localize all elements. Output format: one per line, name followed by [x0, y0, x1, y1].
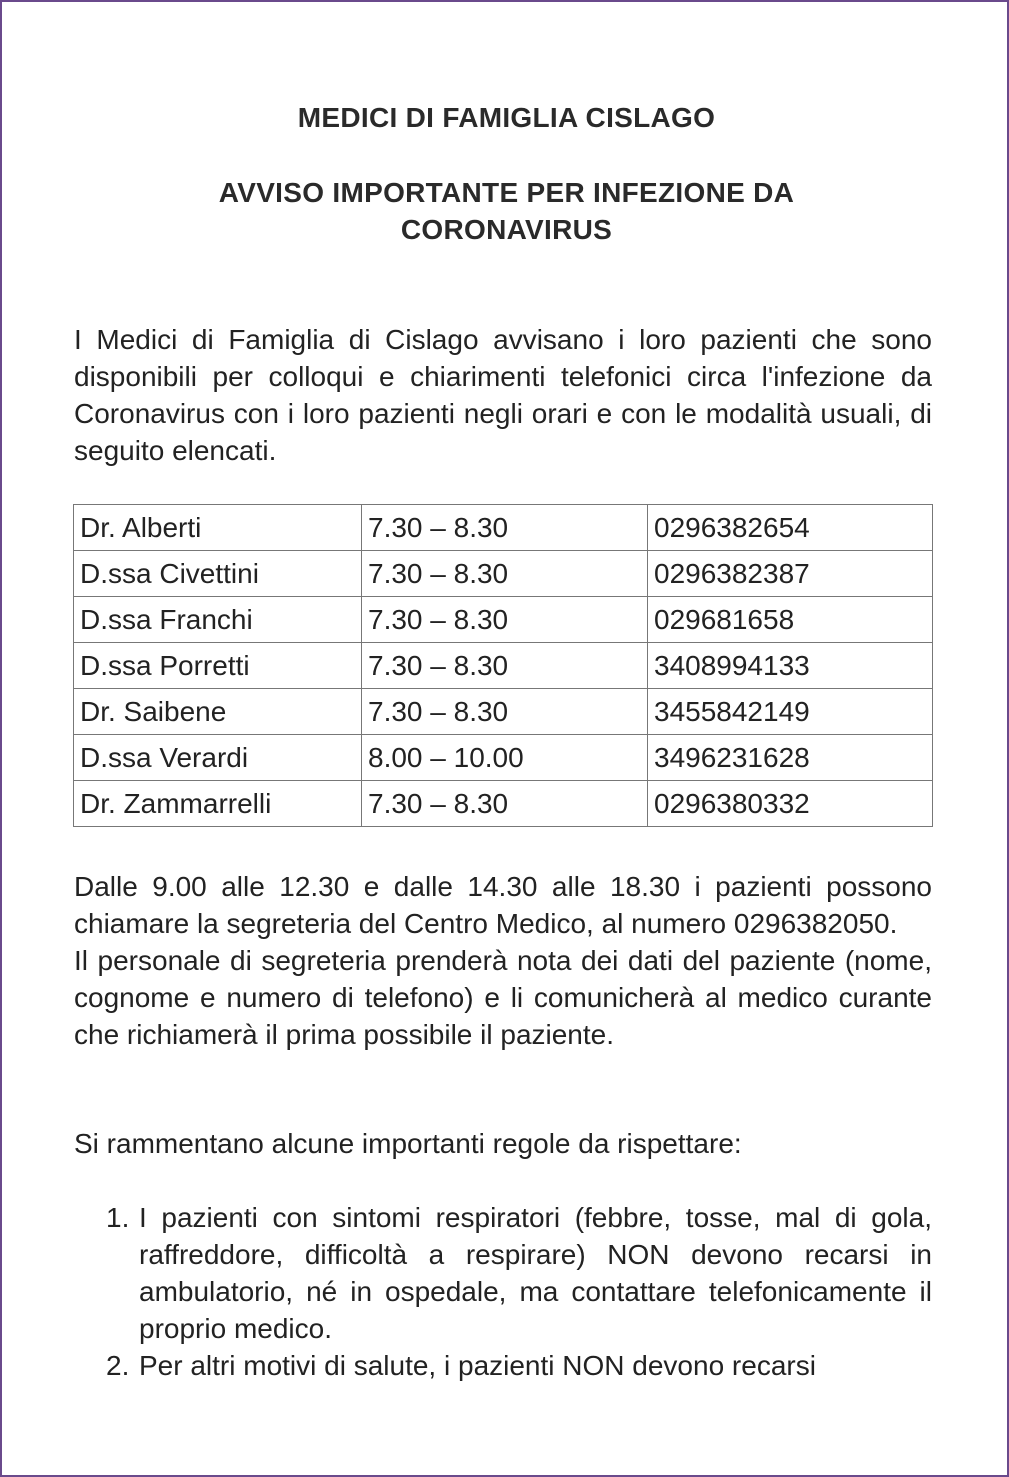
list-item: [106, 1347, 932, 1384]
intro-paragraph: I Medici di Famiglia di Cislago avvisano i loro pazienti che sono disponibili per colloqui e chiarimenti telefonici circa l'infezione da Coronavirus con i loro pazienti negli orari e con le modalità usuali, di seguito elencati.: [74, 324, 932, 466]
doctor-phone: 0296382387: [648, 551, 933, 597]
subtitle-line-1: AVVISO IMPORTANTE PER INFEZIONE DA: [218, 177, 795, 208]
rules-intro: Si rammentano alcune importanti regole da rispettare:: [74, 1128, 742, 1159]
contact-section: [74, 868, 932, 1053]
list-number: 2.: [106, 1350, 130, 1381]
doctor-phone: 3455842149: [648, 689, 933, 735]
doctor-hours: 7.30 – 8.30: [362, 781, 648, 827]
rules-list: [106, 1199, 932, 1384]
doctor-phone: 0296380332: [648, 781, 933, 827]
document-subtitle: [2, 174, 1009, 248]
doctor-hours: 7.30 – 8.30: [362, 597, 648, 643]
doctor-phone: 3408994133: [648, 643, 933, 689]
table-row: [74, 505, 933, 551]
list-item: [106, 1199, 932, 1347]
table-row: [74, 735, 933, 781]
doctor-name: D.ssa Civettini: [74, 551, 362, 597]
table-row: [74, 689, 933, 735]
doctor-hours: 8.00 – 10.00: [362, 735, 648, 781]
doctor-phone: 3496231628: [648, 735, 933, 781]
doctor-name: Dr. Alberti: [74, 505, 362, 551]
doctors-table: [73, 504, 933, 827]
doctor-name: Dr. Zammarrelli: [74, 781, 362, 827]
doctor-name: D.ssa Verardi: [74, 735, 362, 781]
rule-text: I pazienti con sintomi respiratori (febbre, tosse, mal di gola, raffreddore, difficoltà a respirare) NON devono recarsi in ambulatorio, né in ospedale, ma contattare telefonicamente il proprio medico.: [139, 1202, 932, 1344]
doctor-phone: 029681658: [648, 597, 933, 643]
doctor-hours: 7.30 – 8.30: [362, 551, 648, 597]
doctor-phone: 0296382654: [648, 505, 933, 551]
doctor-hours: 7.30 – 8.30: [362, 689, 648, 735]
table-row: [74, 643, 933, 689]
list-number: 1.: [106, 1202, 130, 1233]
table-row: [74, 781, 933, 827]
document-title: MEDICI DI FAMIGLIA CISLAGO: [297, 102, 716, 133]
table-row: [74, 597, 933, 643]
doctor-hours: 7.30 – 8.30: [362, 643, 648, 689]
secretary-paragraph: Dalle 9.00 alle 12.30 e dalle 14.30 alle 18.30 i pazienti possono chiamare la segreteria del Centro Medico, al numero 0296382050.: [74, 871, 932, 939]
doctor-name: Dr. Saibene: [74, 689, 362, 735]
doctor-name: D.ssa Franchi: [74, 597, 362, 643]
subtitle-line-2: CORONAVIRUS: [400, 214, 613, 245]
doctor-name: D.ssa Porretti: [74, 643, 362, 689]
table-row: [74, 551, 933, 597]
doctor-hours: 7.30 – 8.30: [362, 505, 648, 551]
rule-text: Per altri motivi di salute, i pazienti NON devono recarsi: [139, 1350, 816, 1381]
staff-paragraph: Il personale di segreteria prenderà nota dei dati del paziente (nome, cognome e numero di telefono) e li comunicherà al medico curante che richiamerà il prima possibile il paziente.: [74, 945, 932, 1050]
